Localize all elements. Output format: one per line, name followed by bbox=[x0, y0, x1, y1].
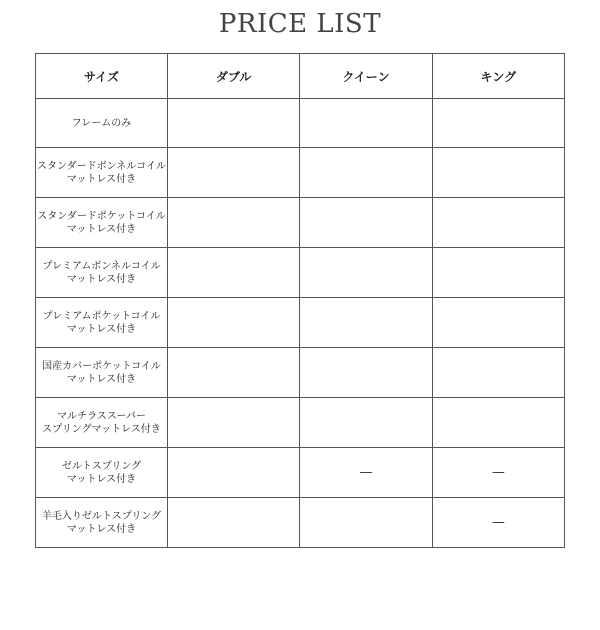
row-label bbox=[36, 448, 168, 498]
cell-queen bbox=[300, 298, 432, 348]
row-label-line2: マットレス付き bbox=[66, 273, 137, 285]
header-king: キング bbox=[432, 54, 564, 99]
page-title: PRICE LIST bbox=[218, 9, 382, 39]
table-row bbox=[36, 398, 565, 448]
cell-king bbox=[432, 248, 564, 298]
header-double: ダブル bbox=[168, 54, 300, 99]
not-available-dash: — bbox=[491, 514, 505, 530]
cell-double bbox=[168, 498, 300, 548]
header-row bbox=[36, 54, 565, 99]
row-label-line2: スプリングマットレス付き bbox=[42, 423, 161, 435]
cell-queen bbox=[300, 448, 432, 498]
header-queen: クイーン bbox=[300, 54, 432, 99]
cell-king bbox=[432, 398, 564, 448]
cell-king bbox=[432, 348, 564, 398]
not-available-dash: — bbox=[491, 464, 505, 480]
row-label-line2: マットレス付き bbox=[66, 173, 137, 185]
row-label bbox=[36, 198, 168, 248]
row-label-line2: マットレス付き bbox=[66, 523, 137, 535]
table-row bbox=[36, 99, 565, 148]
row-label-line1: プレミアムボンネルコイル bbox=[42, 260, 161, 272]
cell-queen bbox=[300, 198, 432, 248]
cell-king bbox=[432, 99, 564, 148]
table-row bbox=[36, 148, 565, 198]
row-label bbox=[36, 498, 168, 548]
table-row bbox=[36, 248, 565, 298]
cell-double bbox=[168, 298, 300, 348]
not-available-dash: — bbox=[359, 464, 373, 480]
row-label-line1: スタンダードボンネルコイル bbox=[37, 160, 166, 172]
cell-king bbox=[432, 498, 564, 548]
row-label-line2: マットレス付き bbox=[66, 323, 137, 335]
row-label-line1: ゼルトスプリング bbox=[61, 460, 142, 472]
cell-queen bbox=[300, 398, 432, 448]
cell-king bbox=[432, 298, 564, 348]
cell-double bbox=[168, 398, 300, 448]
row-label bbox=[36, 298, 168, 348]
row-label-line1: プレミアムポケットコイル bbox=[42, 310, 161, 322]
row-label-line1: 国産カバーポケットコイル bbox=[42, 360, 161, 372]
cell-queen bbox=[300, 99, 432, 148]
cell-double bbox=[168, 148, 300, 198]
cell-double bbox=[168, 448, 300, 498]
row-label bbox=[36, 99, 168, 148]
row-label-line2: マットレス付き bbox=[66, 473, 137, 485]
cell-double bbox=[168, 248, 300, 298]
cell-queen bbox=[300, 248, 432, 298]
row-label-line1: フレームのみ bbox=[71, 117, 132, 129]
table-row bbox=[36, 448, 565, 498]
cell-queen bbox=[300, 498, 432, 548]
table-row bbox=[36, 198, 565, 248]
table-row bbox=[36, 498, 565, 548]
row-label-line2: マットレス付き bbox=[66, 223, 137, 235]
cell-king bbox=[432, 148, 564, 198]
row-label-line2: マットレス付き bbox=[66, 373, 137, 385]
table-row bbox=[36, 298, 565, 348]
row-label bbox=[36, 398, 168, 448]
row-label bbox=[36, 348, 168, 398]
cell-double bbox=[168, 348, 300, 398]
cell-king bbox=[432, 448, 564, 498]
cell-queen bbox=[300, 148, 432, 198]
cell-king bbox=[432, 198, 564, 248]
row-label bbox=[36, 148, 168, 198]
cell-double bbox=[168, 99, 300, 148]
row-label-line1: 羊毛入りゼルトスプリング bbox=[41, 510, 162, 522]
cell-queen bbox=[300, 348, 432, 398]
row-label-line1: スタンダードポケットコイル bbox=[37, 210, 166, 222]
cell-double bbox=[168, 198, 300, 248]
header-size: サイズ bbox=[36, 54, 168, 99]
price-table bbox=[35, 53, 565, 548]
row-label bbox=[36, 248, 168, 298]
table-row bbox=[36, 348, 565, 398]
row-label-line1: マルチラススーパー bbox=[57, 410, 146, 422]
